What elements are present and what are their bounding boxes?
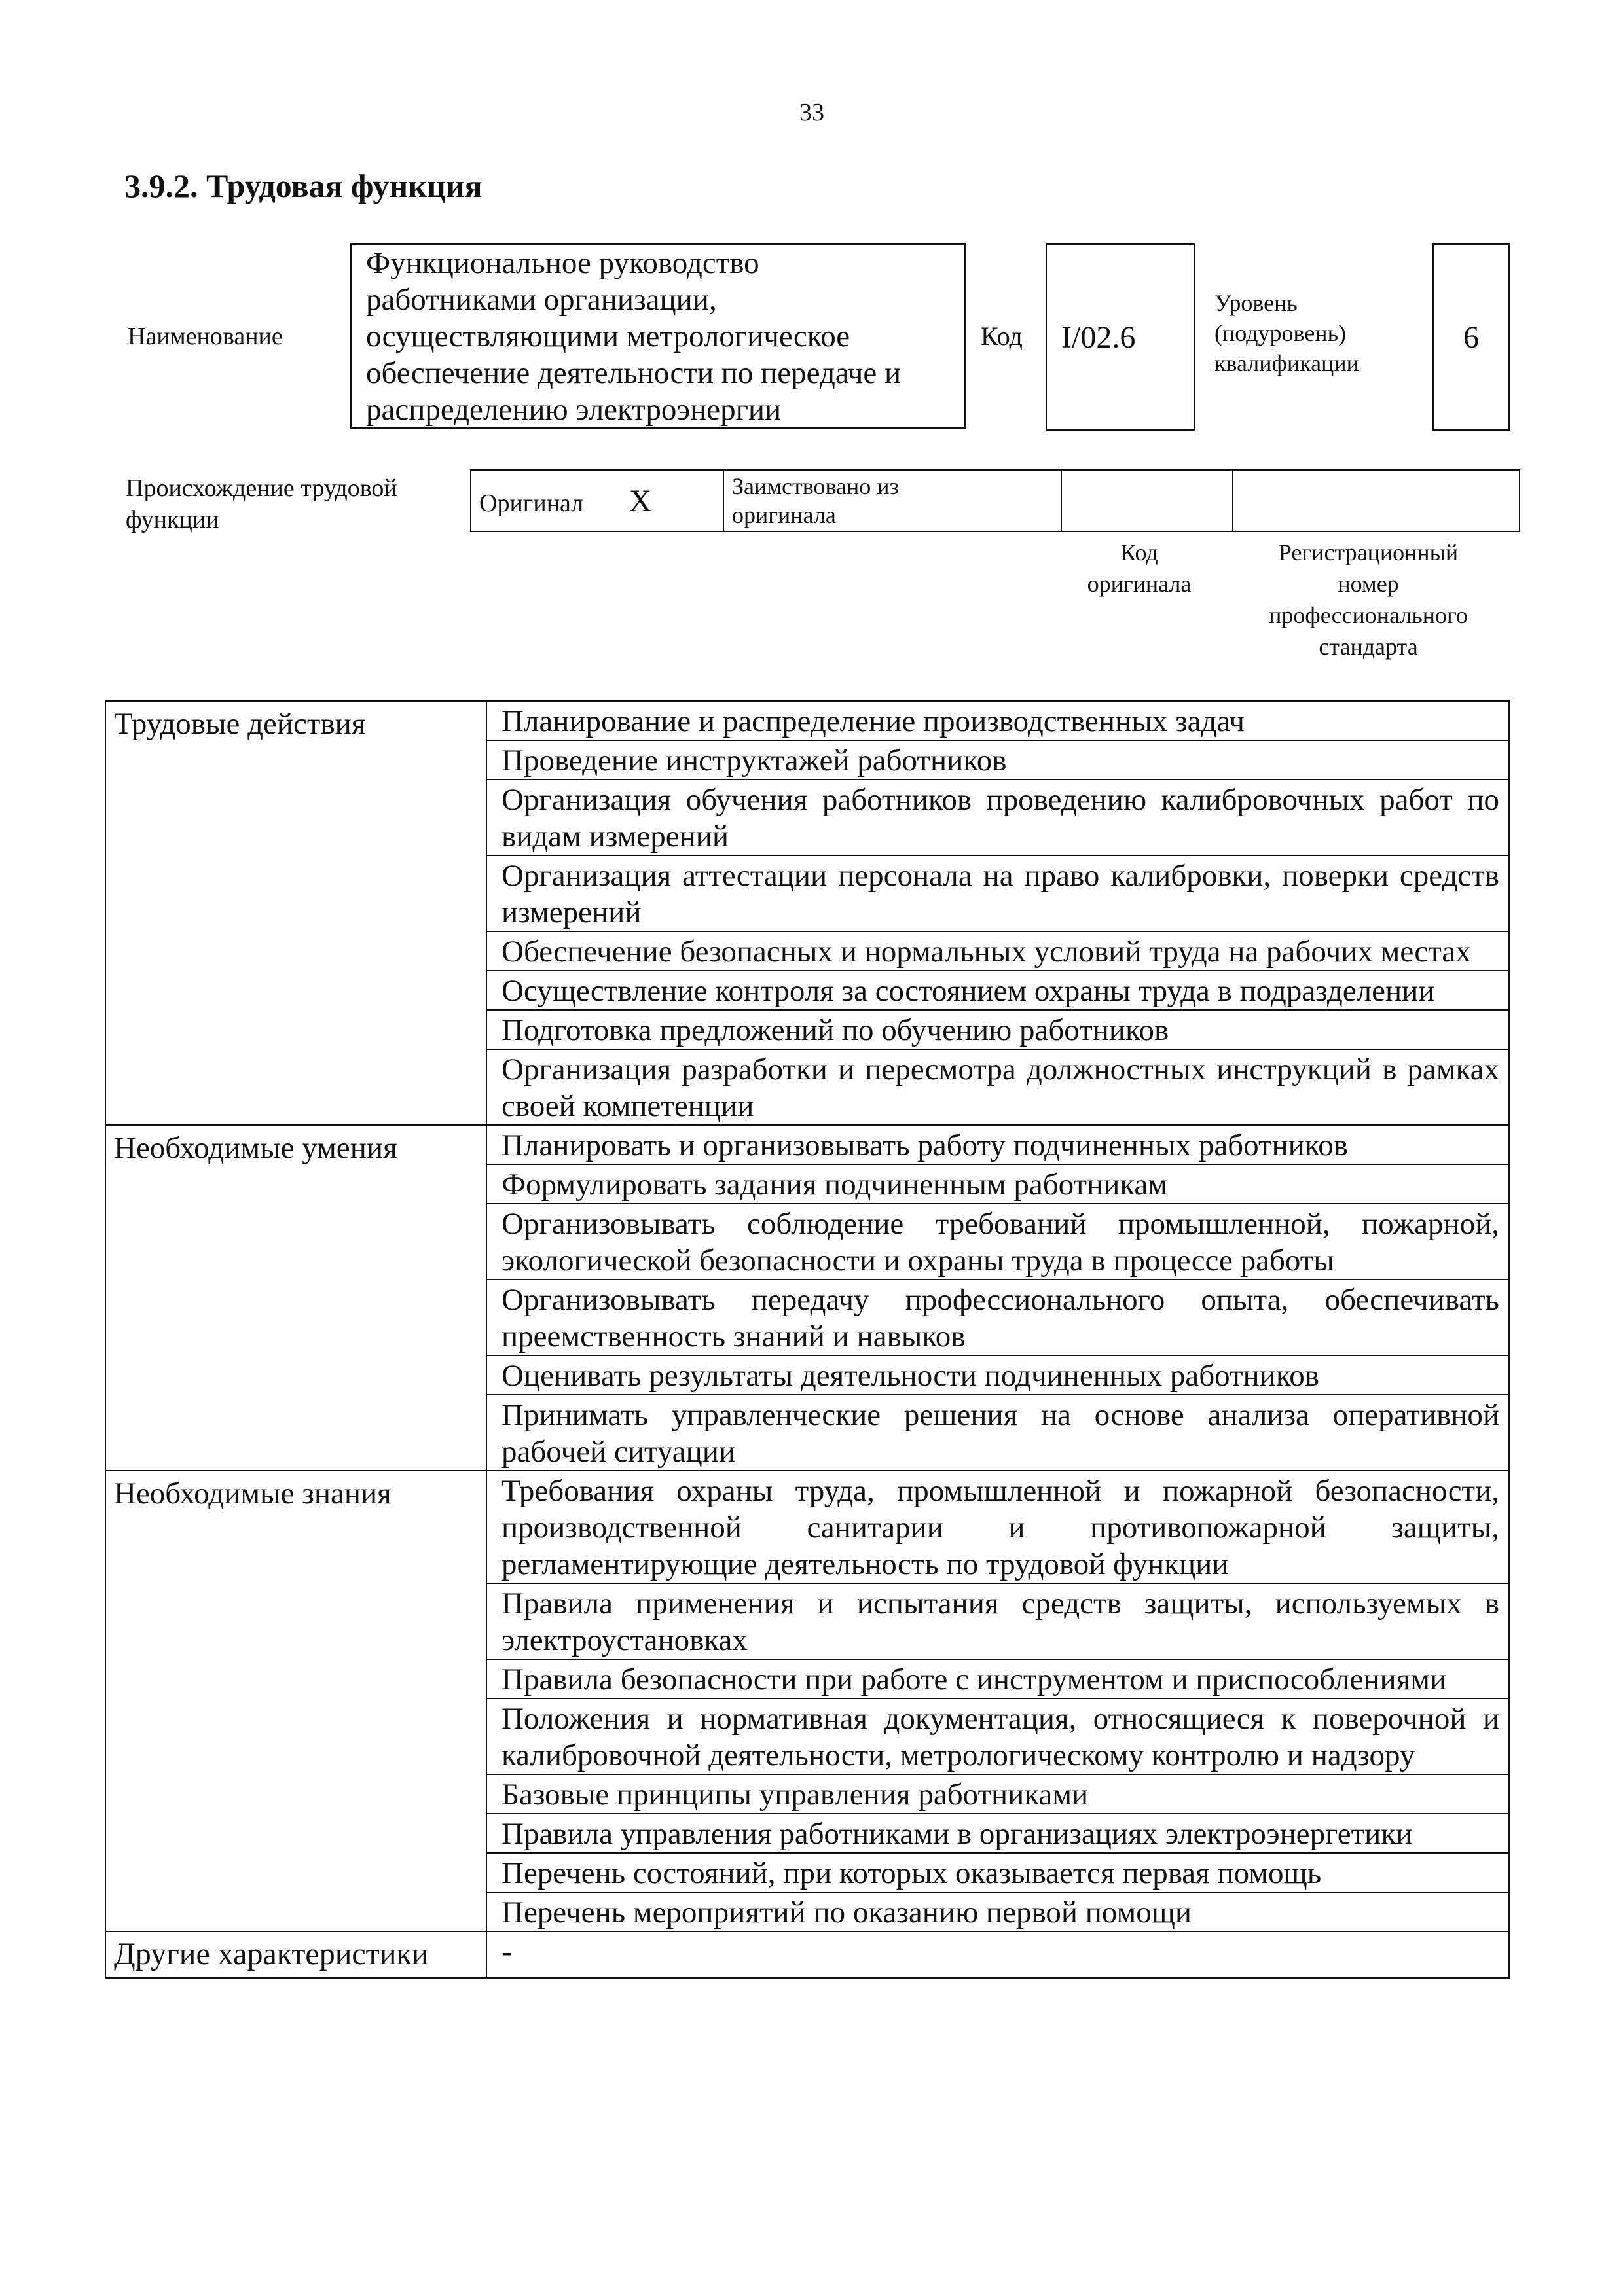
function-details-table bbox=[105, 700, 1510, 1979]
section-title: Необходимые умения bbox=[105, 1125, 486, 1471]
code-label: Код bbox=[981, 321, 1023, 351]
name-value: Функциональное руководство работниками организации, осуществляющими метрологическое обеспечение деятельности по передаче и распределению электроэнергии bbox=[366, 246, 902, 427]
section-title: Трудовые действия bbox=[105, 701, 486, 1125]
section-item: Правила применения и испытания средств защиты, используемых в электроустановках bbox=[486, 1583, 1509, 1659]
section-item: Проведение инструктажей работников bbox=[486, 740, 1509, 780]
section-item: Формулировать задания подчиненным работникам bbox=[486, 1164, 1509, 1204]
table-row bbox=[105, 1125, 1509, 1164]
section-item: Принимать управленческие решения на основе анализа оперативной рабочей ситуации bbox=[486, 1395, 1509, 1471]
name-label: Наименование bbox=[128, 323, 283, 350]
level-label: Уровень (подуровень) квалификации bbox=[1214, 290, 1359, 376]
origin-code-cell bbox=[1061, 470, 1233, 531]
section-item: Правила безопасности при работе с инструментом и приспособлениями bbox=[486, 1659, 1509, 1698]
other-characteristics-value: - bbox=[486, 1931, 1509, 1978]
origin-original-mark: X bbox=[629, 483, 652, 518]
section-item: Организация аттестации персонала на право калибровки, поверки средств измерений bbox=[486, 855, 1509, 931]
section-title: Необходимые знания bbox=[105, 1471, 486, 1931]
origin-borrowed-label: Заимствовано из оригинала bbox=[723, 470, 1061, 531]
section-item: Планировать и организовывать работу подчиненных работников bbox=[486, 1125, 1509, 1164]
table-row bbox=[105, 1471, 1509, 1583]
origin-original-cell bbox=[471, 470, 723, 531]
name-field bbox=[350, 243, 966, 429]
caption-code-original: Код оригинала bbox=[1087, 539, 1192, 597]
table-row bbox=[105, 1931, 1509, 1978]
table-row bbox=[105, 701, 1509, 740]
section-item: Положения и нормативная документация, относящиеся к поверочной и калибровочной деятельности, метрологическому контролю и надзору bbox=[486, 1698, 1509, 1774]
section-item: Обеспечение безопасных и нормальных условий труда на рабочих местах bbox=[486, 931, 1509, 971]
section-item: Организовывать передачу профессионального опыта, обеспечивать преемственность знаний и навыков bbox=[486, 1280, 1509, 1355]
section-item: Базовые принципы управления работниками bbox=[486, 1774, 1509, 1814]
section-item: Требования охраны труда, промышленной и пожарной безопасности, производственной санитарии и противопожарной защиты, регламентирующие деятельность по трудовой функции bbox=[486, 1471, 1509, 1583]
other-characteristics-title: Другие характеристики bbox=[105, 1931, 486, 1978]
origin-reg-cell bbox=[1233, 470, 1520, 531]
section-item: Организовывать соблюдение требований промышленной, пожарной, экологической безопасности и охраны труда в процессе работы bbox=[486, 1204, 1509, 1280]
section-item: Осуществление контроля за состоянием охраны труда в подразделении bbox=[486, 971, 1509, 1010]
section-item: Перечень мероприятий по оказанию первой помощи bbox=[486, 1892, 1509, 1931]
section-item: Организация обучения работников проведению калибровочных работ по видам измерений bbox=[486, 780, 1509, 855]
level-value: 6 bbox=[1432, 243, 1510, 431]
section-item: Перечень состояний, при которых оказывается первая помощь bbox=[486, 1853, 1509, 1892]
section-item: Планирование и распределение производственных задач bbox=[486, 701, 1509, 740]
section-item: Подготовка предложений по обучению работников bbox=[486, 1010, 1509, 1049]
origin-original-label: Оригинал bbox=[479, 489, 584, 517]
origin-label: Происхождение трудовой функции bbox=[126, 475, 397, 533]
section-item: Правила управления работниками в организациях электроэнергетики bbox=[486, 1814, 1509, 1853]
caption-registration-number: Регистрационный номер профессионального стандарта bbox=[1269, 539, 1468, 660]
page-number: 33 bbox=[799, 99, 824, 126]
section-item: Оценивать результаты деятельности подчиненных работников bbox=[486, 1355, 1509, 1395]
code-value: I/02.6 bbox=[1046, 243, 1195, 431]
section-heading: 3.9.2. Трудовая функция bbox=[124, 168, 483, 204]
origin-table bbox=[470, 469, 1520, 532]
section-item: Организация разработки и пересмотра должностных инструкций в рамках своей компетенции bbox=[486, 1049, 1509, 1125]
